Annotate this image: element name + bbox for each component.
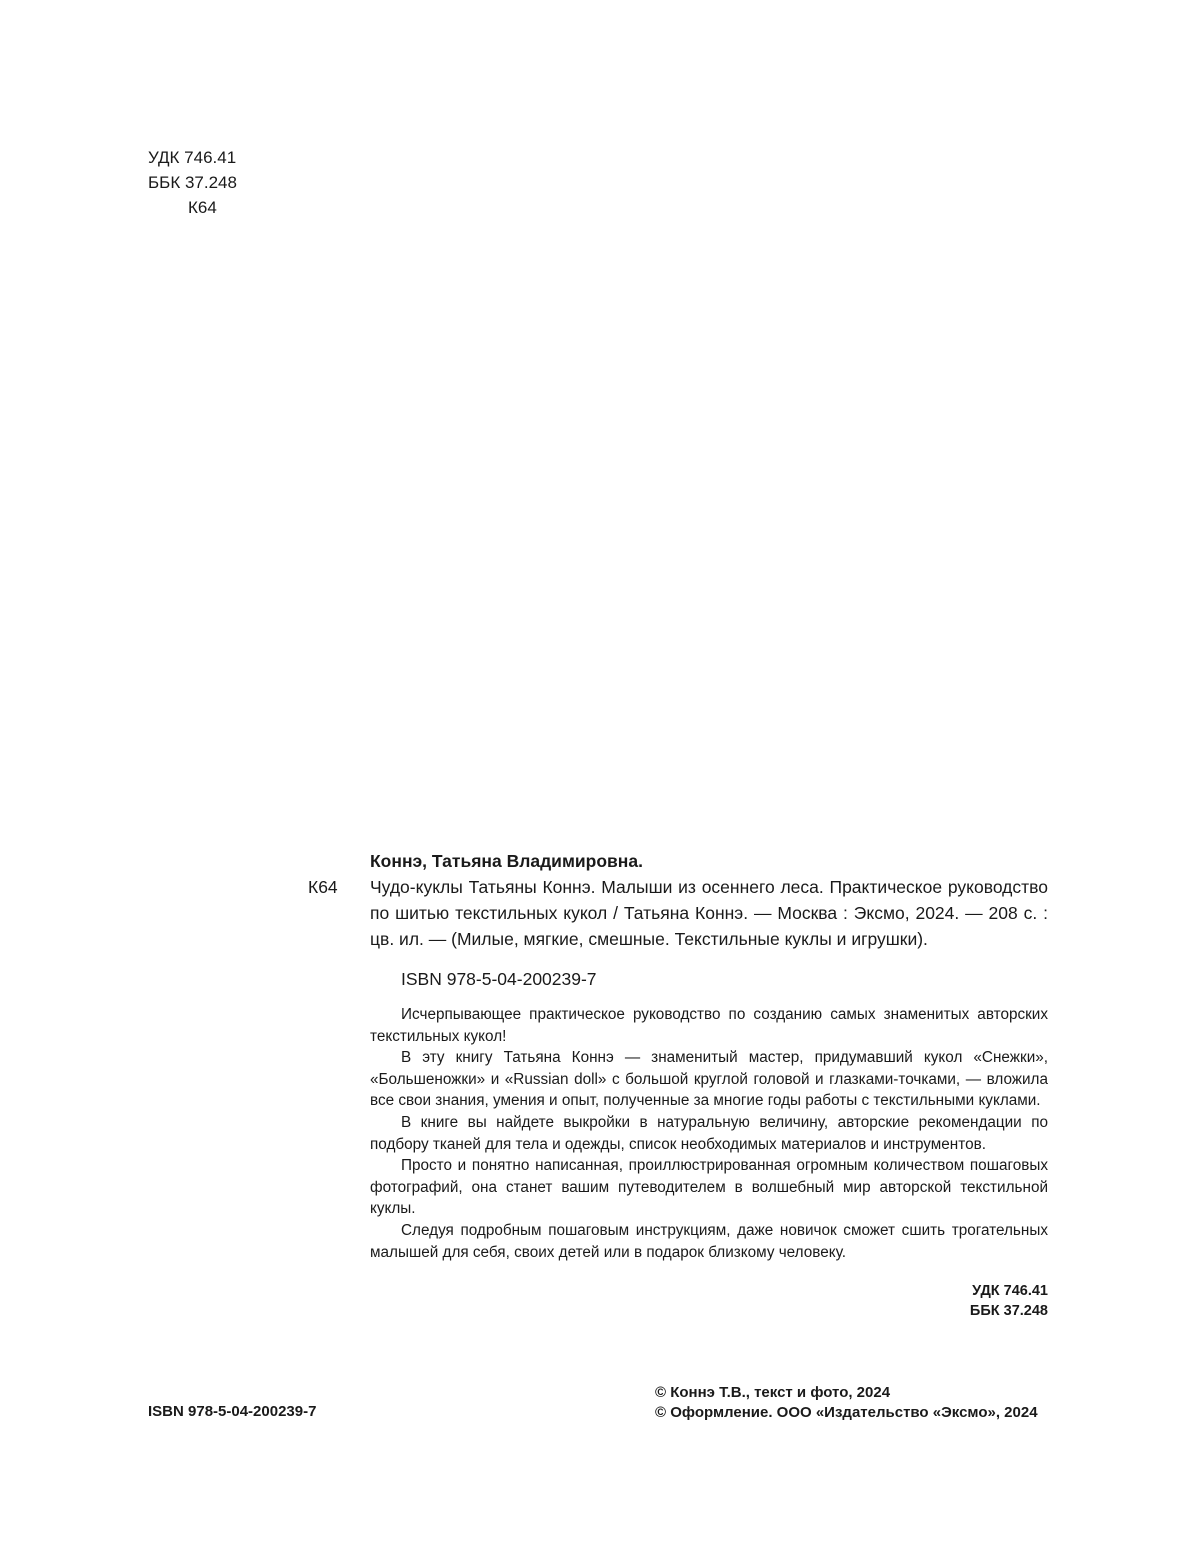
copyright-text-photo: © Коннэ Т.В., текст и фото, 2024 — [655, 1384, 891, 1401]
copyright-block — [655, 1383, 1048, 1423]
annotation-paragraph: В книге вы найдете выкройки в натуральную величину, авторские рекомендации по подбору тканей для тела и одежды, список необходимых материалов и инструментов. — [370, 1113, 1048, 1153]
classification-codes-top — [148, 145, 237, 220]
annotation-paragraph: В эту книгу Татьяна Коннэ — знаменитый мастер, придумавший кукол «Снежки», «Большеножки» и «Russian doll» с большой круглой головой и глазками-точками, — вложила все свои знания, умения и опыт, полученные за многие годы работы с текстильными куклами. — [370, 1049, 1048, 1110]
udk-code-bottom: УДК 746.41 — [972, 1283, 1048, 1300]
annotation-paragraph: Следуя подробным пошаговым инструкциям, даже новичок сможет сшить трогательных малышей для себя, своих детей или в подарок близкому человеку. — [370, 1221, 1048, 1261]
bbk-code-bottom: ББК 37.248 — [969, 1303, 1048, 1320]
catalog-card — [308, 848, 1048, 1321]
author-sign: К64 — [188, 198, 217, 217]
isbn-line: ISBN 978-5-04-200239-7 — [401, 969, 597, 989]
bibliographic-entry — [308, 874, 1048, 952]
udk-code: УДК 746.41 — [148, 148, 237, 167]
annotation-paragraph: Исчерпывающее практическое руководство по созданию самых знаменитых авторских текстильных кукол! — [370, 1006, 1048, 1045]
bbk-code: ББК 37.248 — [148, 173, 237, 192]
annotation — [370, 1004, 1048, 1263]
annotation-paragraph: Просто и понятно написанная, проиллюстрированная огромным количеством пошаговых фотографий, она станет вашим путеводителем в волшебный мир авторской текстильной куклы. — [370, 1157, 1048, 1218]
author-heading: Коннэ, Татьяна Владимировна. — [370, 851, 643, 871]
bibliographic-description: Чудо-куклы Татьяны Коннэ. Малыши из осеннего леса. Практическое руководство по шитью текстильных кукол / Татьяна Коннэ. — Москва : Эксмо, 2024. — 208 с. : цв. ил. — (Милые, мягкие, смешные. Текстильные куклы и игрушки). — [370, 877, 1048, 949]
classification-codes-bottom — [308, 1281, 1048, 1321]
author-sign-code: К64 — [308, 877, 338, 897]
isbn-footer: ISBN 978-5-04-200239-7 — [148, 1403, 317, 1420]
copyright-design: © Оформление. ООО «Издательство «Эксмо», 2024 — [655, 1404, 1038, 1421]
